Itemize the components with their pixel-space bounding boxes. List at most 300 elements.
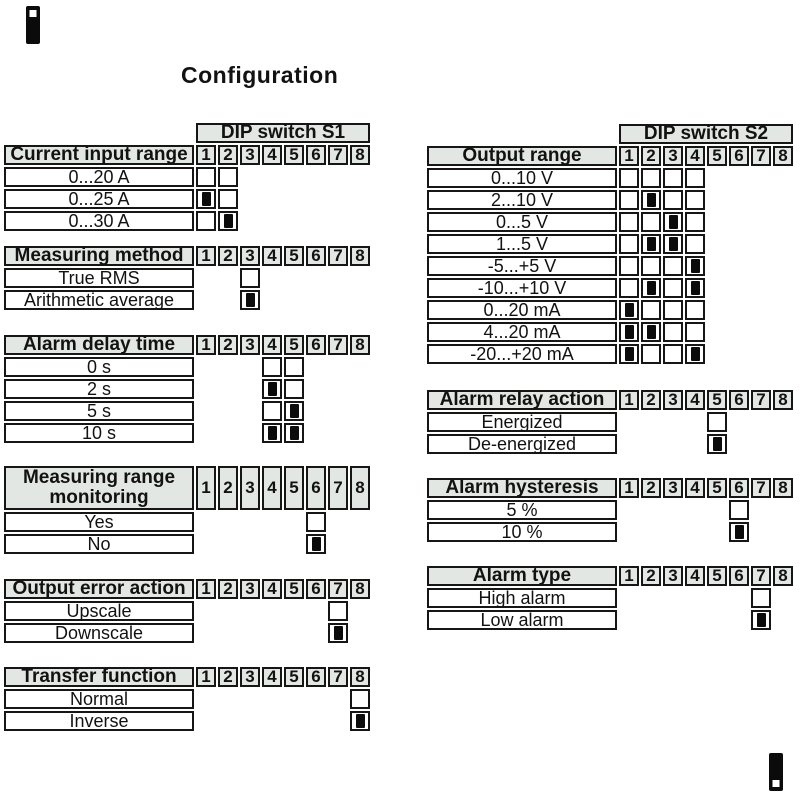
empty-cell: [729, 412, 749, 432]
dip-number: 3: [663, 390, 683, 410]
switch-cell-3: [240, 268, 260, 288]
switch-cell-1: [619, 168, 639, 188]
empty-cell: [641, 412, 661, 432]
dip-number: 4: [262, 466, 282, 510]
empty-cell: [196, 357, 216, 377]
option-row-10-10-v: [427, 278, 793, 298]
empty-cell: [350, 379, 370, 399]
switch-cell-7: [328, 601, 348, 621]
switch-on-mark: [647, 193, 656, 207]
dip-number: 2: [218, 579, 238, 599]
empty-cell: [751, 212, 771, 232]
row-label: 2...10 V: [427, 190, 617, 210]
switch-cell-2: [641, 344, 661, 364]
switch-cell-3: [663, 168, 683, 188]
option-row-5-s: [4, 401, 370, 421]
switch-cell-3: [663, 234, 683, 254]
empty-cell: [663, 434, 683, 454]
empty-cell: [218, 290, 238, 310]
table-header-row: [4, 246, 370, 266]
dip-number: 7: [328, 246, 348, 266]
row-label: No: [4, 534, 194, 554]
switch-cell-3: [663, 190, 683, 210]
empty-cell: [328, 268, 348, 288]
switch-cell-3: [663, 344, 683, 364]
empty-cell: [240, 534, 260, 554]
dip-number: 4: [685, 146, 705, 166]
option-row-0-s: [4, 357, 370, 377]
switch-on-mark: [334, 626, 343, 640]
empty-cell: [729, 322, 749, 342]
dip-number: 1: [196, 145, 216, 165]
row-label: Low alarm: [427, 610, 617, 630]
dip-number: 4: [685, 478, 705, 498]
empty-cell: [196, 711, 216, 731]
switch-cell-1: [619, 234, 639, 254]
table-header: Measuring method: [4, 246, 194, 266]
switch-cell-7: [751, 610, 771, 630]
scan-mark-top-left-icon: [26, 6, 40, 44]
switch-cell-3: [663, 300, 683, 320]
empty-cell: [262, 167, 282, 187]
table-header-row: [4, 145, 370, 165]
empty-cell: [707, 300, 727, 320]
switch-cell-5: [707, 434, 727, 454]
empty-cell: [685, 588, 705, 608]
switch-cell-2: [641, 256, 661, 276]
option-row-20-20-ma: [427, 344, 793, 364]
empty-cell: [729, 190, 749, 210]
table-header-row: [427, 390, 793, 410]
switch-on-mark: [647, 281, 656, 295]
empty-cell: [350, 623, 370, 643]
row-label: -10...+10 V: [427, 278, 617, 298]
row-label: Normal: [4, 689, 194, 709]
switch-cell-4: [685, 168, 705, 188]
option-row-true-rms: [4, 268, 370, 288]
table-header: Current input range: [4, 145, 194, 165]
empty-cell: [196, 689, 216, 709]
dip-number: 5: [284, 466, 304, 510]
empty-cell: [328, 379, 348, 399]
switch-cell-4: [685, 212, 705, 232]
table-header-row: [4, 335, 370, 355]
switch-on-mark: [246, 293, 255, 307]
switch-cell-1: [619, 322, 639, 342]
switch-cell-5: [284, 423, 304, 443]
empty-cell: [328, 211, 348, 231]
empty-cell: [218, 623, 238, 643]
dip-number: 7: [328, 466, 348, 510]
empty-cell: [240, 689, 260, 709]
row-label: Upscale: [4, 601, 194, 621]
row-label: 0...10 V: [427, 168, 617, 188]
empty-cell: [729, 278, 749, 298]
empty-cell: [641, 434, 661, 454]
dip-switch-title-row: [4, 123, 370, 143]
dip-number: 5: [284, 579, 304, 599]
empty-cell: [729, 588, 749, 608]
empty-cell: [218, 689, 238, 709]
empty-cell: [707, 522, 727, 542]
row-label: Inverse: [4, 711, 194, 731]
empty-cell: [773, 322, 793, 342]
row-label: High alarm: [427, 588, 617, 608]
scan-mark-notch: [30, 10, 37, 17]
empty-cell: [619, 412, 639, 432]
empty-cell: [328, 401, 348, 421]
empty-cell: [751, 322, 771, 342]
dip-number: 5: [707, 478, 727, 498]
table-header-row: [4, 579, 370, 599]
option-row-arithmetic-average: [4, 290, 370, 310]
switch-cell-2: [218, 167, 238, 187]
option-row-0-25-a: [4, 189, 370, 209]
empty-cell: [240, 401, 260, 421]
empty-cell: [328, 534, 348, 554]
empty-cell: [641, 500, 661, 520]
dip-number: 2: [641, 146, 661, 166]
empty-cell: [729, 168, 749, 188]
dip-number: 4: [685, 390, 705, 410]
empty-cell: [707, 344, 727, 364]
empty-cell: [751, 412, 771, 432]
dip-number: 1: [619, 146, 639, 166]
empty-cell: [729, 300, 749, 320]
table-header: Output range: [427, 146, 617, 166]
empty-cell: [306, 423, 326, 443]
dip-number: 1: [196, 667, 216, 687]
switch-cell-2: [641, 322, 661, 342]
empty-cell: [773, 610, 793, 630]
empty-cell: [218, 423, 238, 443]
dip-number: 1: [619, 478, 639, 498]
dip-number: 6: [306, 335, 326, 355]
empty-cell: [729, 434, 749, 454]
row-label: Downscale: [4, 623, 194, 643]
empty-cell: [641, 588, 661, 608]
dip-number: 7: [328, 145, 348, 165]
row-label: Yes: [4, 512, 194, 532]
empty-cell: [218, 357, 238, 377]
switch-cell-4: [685, 256, 705, 276]
dip-number: 4: [262, 667, 282, 687]
switch-on-mark: [312, 537, 321, 551]
empty-cell: [773, 168, 793, 188]
dip-number: 6: [729, 146, 749, 166]
empty-cell: [262, 534, 282, 554]
option-row-2-s: [4, 379, 370, 399]
empty-cell: [328, 290, 348, 310]
dip-number: 7: [328, 667, 348, 687]
dip-number: 8: [773, 390, 793, 410]
empty-cell: [685, 434, 705, 454]
dip-number: 8: [350, 667, 370, 687]
option-row-no: [4, 534, 370, 554]
table-header: Transfer function: [4, 667, 194, 687]
option-row-0-20-a: [4, 167, 370, 187]
empty-cell: [350, 357, 370, 377]
switch-cell-1: [196, 211, 216, 231]
empty-cell: [619, 522, 639, 542]
empty-cell: [773, 434, 793, 454]
empty-cell: [4, 123, 194, 143]
empty-cell: [773, 234, 793, 254]
empty-cell: [306, 290, 326, 310]
dip-number: 6: [306, 466, 326, 510]
table-header-row: [427, 146, 793, 166]
dip-number: 8: [773, 146, 793, 166]
empty-cell: [284, 689, 304, 709]
table-header-row: [427, 566, 793, 586]
option-row-10-s: [4, 423, 370, 443]
switch-cell-4: [262, 357, 282, 377]
empty-cell: [306, 211, 326, 231]
dip-number: 4: [262, 335, 282, 355]
option-row-2-10-v: [427, 190, 793, 210]
empty-cell: [619, 588, 639, 608]
empty-cell: [196, 512, 216, 532]
empty-cell: [262, 290, 282, 310]
empty-cell: [773, 522, 793, 542]
empty-cell: [751, 344, 771, 364]
table-header-row: [427, 478, 793, 498]
empty-cell: [262, 711, 282, 731]
dip-switch-title: DIP switch S1: [196, 123, 370, 143]
switch-cell-2: [218, 189, 238, 209]
empty-cell: [240, 601, 260, 621]
dip-number: 1: [196, 246, 216, 266]
empty-cell: [306, 167, 326, 187]
dip-number: 1: [619, 566, 639, 586]
switch-cell-5: [284, 357, 304, 377]
empty-cell: [619, 500, 639, 520]
empty-cell: [729, 256, 749, 276]
dip-number: 7: [751, 146, 771, 166]
switch-on-mark: [625, 347, 634, 361]
option-row-5-5-v: [427, 256, 793, 276]
page-title: Configuration: [181, 62, 339, 88]
empty-cell: [707, 588, 727, 608]
dip-table-output-range: [425, 122, 795, 366]
empty-cell: [328, 423, 348, 443]
row-label: 0...25 A: [4, 189, 194, 209]
row-label: -5...+5 V: [427, 256, 617, 276]
dip-number: 7: [328, 335, 348, 355]
empty-cell: [218, 268, 238, 288]
dip-number: 4: [685, 566, 705, 586]
option-row-upscale: [4, 601, 370, 621]
switch-on-mark: [713, 437, 722, 451]
switch-cell-5: [284, 379, 304, 399]
row-label: 0...20 mA: [427, 300, 617, 320]
empty-cell: [751, 434, 771, 454]
dip-number: 5: [284, 145, 304, 165]
switch-on-mark: [757, 613, 766, 627]
dip-number: 7: [751, 478, 771, 498]
empty-cell: [751, 500, 771, 520]
empty-cell: [707, 168, 727, 188]
dip-number: 2: [641, 478, 661, 498]
switch-cell-4: [262, 401, 282, 421]
dip-number: 3: [663, 566, 683, 586]
empty-cell: [729, 344, 749, 364]
switch-cell-1: [619, 300, 639, 320]
table-header: Alarm hysteresis: [427, 478, 617, 498]
empty-cell: [729, 234, 749, 254]
dip-number: 2: [218, 667, 238, 687]
switch-cell-3: [663, 212, 683, 232]
empty-cell: [262, 623, 282, 643]
empty-cell: [663, 500, 683, 520]
dip-number: 3: [240, 579, 260, 599]
dip-number: 3: [240, 246, 260, 266]
option-row-0-5-v: [427, 212, 793, 232]
switch-cell-1: [619, 190, 639, 210]
dip-number: 1: [619, 390, 639, 410]
empty-cell: [218, 601, 238, 621]
empty-cell: [262, 189, 282, 209]
option-row-inverse: [4, 711, 370, 731]
empty-cell: [306, 268, 326, 288]
dip-number: 3: [663, 478, 683, 498]
empty-cell: [306, 189, 326, 209]
dip-number: 2: [641, 566, 661, 586]
empty-cell: [196, 534, 216, 554]
empty-cell: [350, 534, 370, 554]
option-row-yes: [4, 512, 370, 532]
empty-cell: [306, 711, 326, 731]
empty-cell: [641, 522, 661, 542]
empty-cell: [196, 401, 216, 421]
empty-cell: [619, 610, 639, 630]
empty-cell: [685, 610, 705, 630]
switch-on-mark: [356, 714, 365, 728]
empty-cell: [751, 168, 771, 188]
empty-cell: [306, 401, 326, 421]
empty-cell: [262, 211, 282, 231]
option-row-low-alarm: [427, 610, 793, 630]
empty-cell: [196, 290, 216, 310]
empty-cell: [218, 711, 238, 731]
empty-cell: [218, 512, 238, 532]
switch-cell-8: [350, 689, 370, 709]
empty-cell: [218, 401, 238, 421]
switch-cell-7: [751, 588, 771, 608]
switch-cell-2: [641, 278, 661, 298]
switch-on-mark: [625, 325, 634, 339]
switch-cell-4: [685, 300, 705, 320]
option-row-0-10-v: [427, 168, 793, 188]
dip-table-current-input-range: [2, 121, 372, 233]
empty-cell: [663, 610, 683, 630]
dip-number: 2: [218, 145, 238, 165]
empty-cell: [306, 601, 326, 621]
dip-switch-title-row: [427, 124, 793, 144]
option-row-normal: [4, 689, 370, 709]
switch-on-mark: [735, 525, 744, 539]
empty-cell: [707, 278, 727, 298]
dip-table-measuring-method: [2, 244, 372, 312]
empty-cell: [707, 212, 727, 232]
empty-cell: [240, 711, 260, 731]
row-label: 2 s: [4, 379, 194, 399]
empty-cell: [240, 623, 260, 643]
empty-cell: [262, 689, 282, 709]
option-row-0-20-ma: [427, 300, 793, 320]
switch-cell-2: [218, 211, 238, 231]
empty-cell: [196, 268, 216, 288]
empty-cell: [773, 300, 793, 320]
empty-cell: [619, 434, 639, 454]
dip-number: 1: [196, 335, 216, 355]
row-label: Energized: [427, 412, 617, 432]
empty-cell: [751, 300, 771, 320]
empty-cell: [306, 689, 326, 709]
empty-cell: [306, 623, 326, 643]
switch-cell-3: [663, 256, 683, 276]
row-label: 4...20 mA: [427, 322, 617, 342]
switch-cell-2: [641, 234, 661, 254]
scan-mark-notch: [773, 780, 780, 787]
empty-cell: [284, 167, 304, 187]
switch-cell-6: [729, 522, 749, 542]
empty-cell: [751, 190, 771, 210]
switch-cell-2: [641, 300, 661, 320]
empty-cell: [240, 512, 260, 532]
table-header: Output error action: [4, 579, 194, 599]
dip-number: 6: [306, 579, 326, 599]
dip-number: 2: [218, 335, 238, 355]
switch-cell-3: [663, 322, 683, 342]
dip-number: 2: [218, 466, 238, 510]
switch-cell-1: [619, 256, 639, 276]
table-header-row: [4, 466, 370, 510]
dip-table-alarm-type: [425, 564, 795, 632]
dip-table-alarm-relay-action: [425, 388, 795, 456]
switch-cell-1: [619, 212, 639, 232]
empty-cell: [641, 610, 661, 630]
empty-cell: [240, 211, 260, 231]
table-header: Alarm delay time: [4, 335, 194, 355]
dip-table-transfer-function: [2, 665, 372, 733]
dip-switch-title: DIP switch S2: [619, 124, 793, 144]
option-row-downscale: [4, 623, 370, 643]
empty-cell: [328, 689, 348, 709]
empty-cell: [284, 290, 304, 310]
dip-number: 4: [262, 145, 282, 165]
empty-cell: [663, 522, 683, 542]
dip-number: 5: [284, 246, 304, 266]
empty-cell: [328, 189, 348, 209]
switch-cell-5: [284, 401, 304, 421]
dip-number: 4: [262, 579, 282, 599]
empty-cell: [427, 124, 617, 144]
empty-cell: [350, 167, 370, 187]
switch-cell-4: [262, 379, 282, 399]
switch-on-mark: [691, 281, 700, 295]
dip-number: 3: [240, 466, 260, 510]
switch-on-mark: [224, 214, 233, 228]
dip-number: 3: [240, 335, 260, 355]
empty-cell: [350, 601, 370, 621]
switch-cell-2: [641, 212, 661, 232]
switch-cell-4: [685, 234, 705, 254]
empty-cell: [729, 212, 749, 232]
dip-number: 6: [306, 667, 326, 687]
dip-number: 8: [350, 335, 370, 355]
empty-cell: [773, 256, 793, 276]
